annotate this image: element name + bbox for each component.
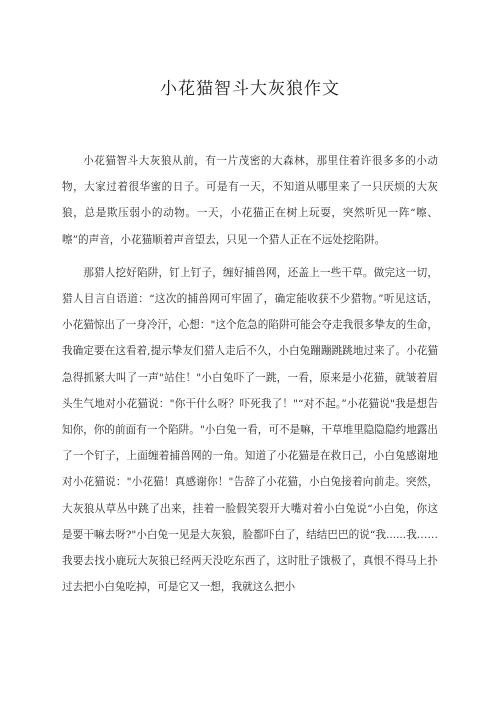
paragraph-1: 小花猫智斗大灰狼从前，有一片茂密的大森林，那里住着许很多多的小动物，大家过着很华蜜的日子。可是有一天，不知道从哪里来了一只厌烦的大灰狼，总是欺压弱小的动物。一天，小花猫正在树上玩耍，突然听见一阵“嚓、嚓”的声音，小花猫顺着声音望去，只见一个猎人正在不远处挖陷阱。 (62, 155, 438, 246)
document-title: 小花猫智斗大灰狼作文 (160, 79, 340, 99)
paragraph-2: 那猎人挖好陷阱，钉上钉子，缠好捕兽网，还盖上一些干草。做完这一切，猎人目言自语道：“这次的捕兽网可牢固了，确定能收获不少猎物。”听见这话，小花猫惊出了一身冷汗，心想："这个危急的陷阱可能会夺走我很多挚友的生命，我确定要在这看着,提示挚友们猎人走后不久，小白兔蹦蹦跳跳地过来了。小花猫急得抓紧大叫了一声"站住！"小白兔吓了一跳，一看，原来是小花猫，就皱着眉头生气地对小花猫说："你干什么呀？吓死我了！"“对不起。”小花猫说"我是想告知你，你的前面有一个陷阱。"小白兔一看，可不是嘛，干草堆里隐隐隐约地露出了一个钉子，上面缠着捕兽网的一角。知道了小花猫是在救日己，小白兔感谢地对小花猫说："小花猫！真感谢你！"告辞了小花猫，小白兔接着向前走。突然，大灰狼从草丛中跳了出来，挂着一脸假笑裂开大嘴对着小白兔说“小白兔，你这是要干嘛去呀?"小白兔一见是大灰狼，脸都吓白了，结结巴巴的说“我......我……我要去找小鹿玩大灰狼已经两天没吃东西了，这时肚子饿极了，真恨不得马上扑过去把小白兔吃掉，可是它又一想，我就这么把小 (62, 266, 438, 594)
document-body (62, 148, 438, 600)
